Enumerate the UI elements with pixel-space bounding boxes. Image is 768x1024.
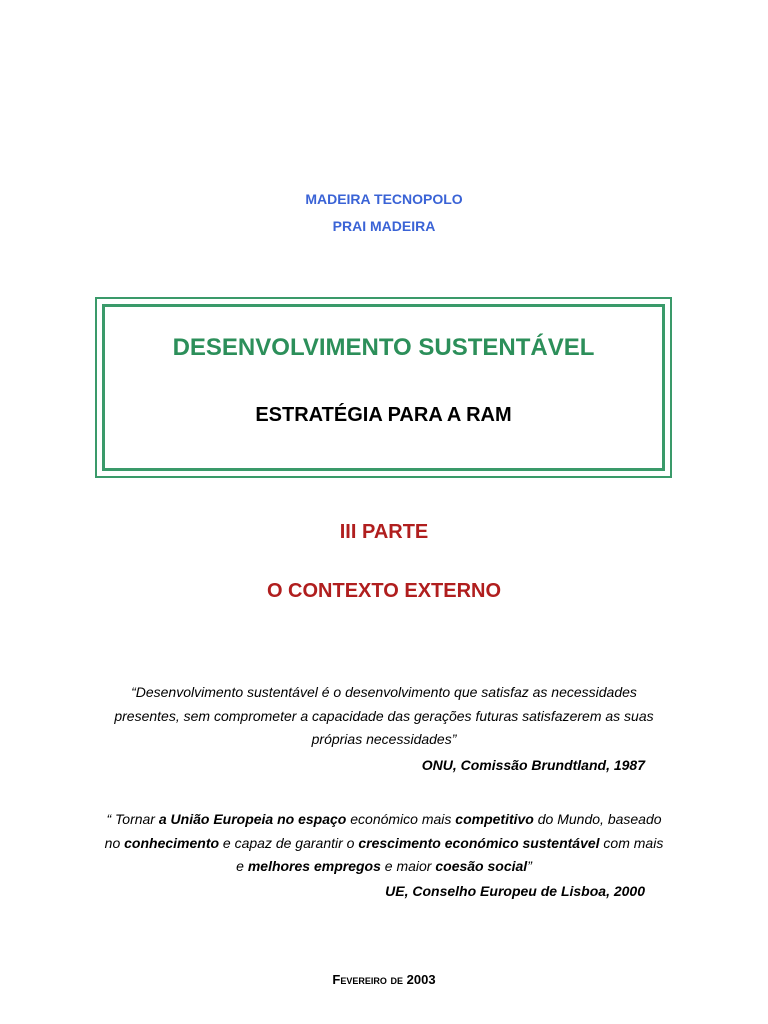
quote-text: com mais xyxy=(599,834,664,851)
quote-emphasis: coesão social xyxy=(435,858,528,874)
quote-line: próprias necessidades” xyxy=(311,731,457,747)
quote-text: no xyxy=(104,834,125,851)
title-box xyxy=(95,297,672,478)
date-year: 2003 xyxy=(406,972,436,987)
org-name: MADEIRA TECNOPOLO xyxy=(305,191,463,207)
quote-lisbon xyxy=(90,808,678,879)
document-subtitle: ESTRATÉGIA PARA A RAM xyxy=(255,404,512,426)
quote-line: “Desenvolvimento sustentável é o desenvolvimento que satisfaz as necessidades xyxy=(131,684,637,700)
org-subname: PRAI MADEIRA xyxy=(332,218,436,234)
quote-text: e xyxy=(236,858,248,874)
title-box-inner xyxy=(102,304,665,471)
part-number: III PARTE xyxy=(339,521,429,543)
quote-emphasis: competitivo xyxy=(455,811,534,827)
part-title: O CONTEXTO EXTERNO xyxy=(266,580,502,602)
document-date xyxy=(0,972,768,987)
quote-text: ” xyxy=(527,858,532,874)
quote-attribution: UE, Conselho Europeu de Lisboa, 2000 xyxy=(385,883,645,899)
date-month: evereiro de xyxy=(340,972,404,987)
quote-emphasis: conhecimento xyxy=(124,834,220,851)
quote-emphasis: melhores empregos xyxy=(247,858,381,874)
quote-attribution: ONU, Comissão Brundtland, 1987 xyxy=(421,757,645,773)
quote-text: económico mais xyxy=(346,811,456,827)
quote-emphasis: crescimento económico sustentável xyxy=(358,834,600,851)
document-title: DESENVOLVIMENTO SUSTENTÁVEL xyxy=(172,334,595,361)
quote-line xyxy=(90,855,678,879)
quote-line xyxy=(90,808,678,832)
quote-text: e capaz de garantir o xyxy=(219,834,359,851)
quote-text: e maior xyxy=(380,858,436,874)
quote-emphasis: a União Europeia no espaço xyxy=(158,811,347,827)
date-initial: F xyxy=(332,972,341,987)
quote-text: do Mundo, baseado xyxy=(533,811,662,827)
quote-line xyxy=(90,832,678,856)
quote-brundtland xyxy=(90,681,678,752)
quote-line: presentes, sem comprometer a capacidade das gerações futuras satisfazerem as suas xyxy=(114,707,654,724)
quote-text: “ Tornar xyxy=(106,811,159,827)
